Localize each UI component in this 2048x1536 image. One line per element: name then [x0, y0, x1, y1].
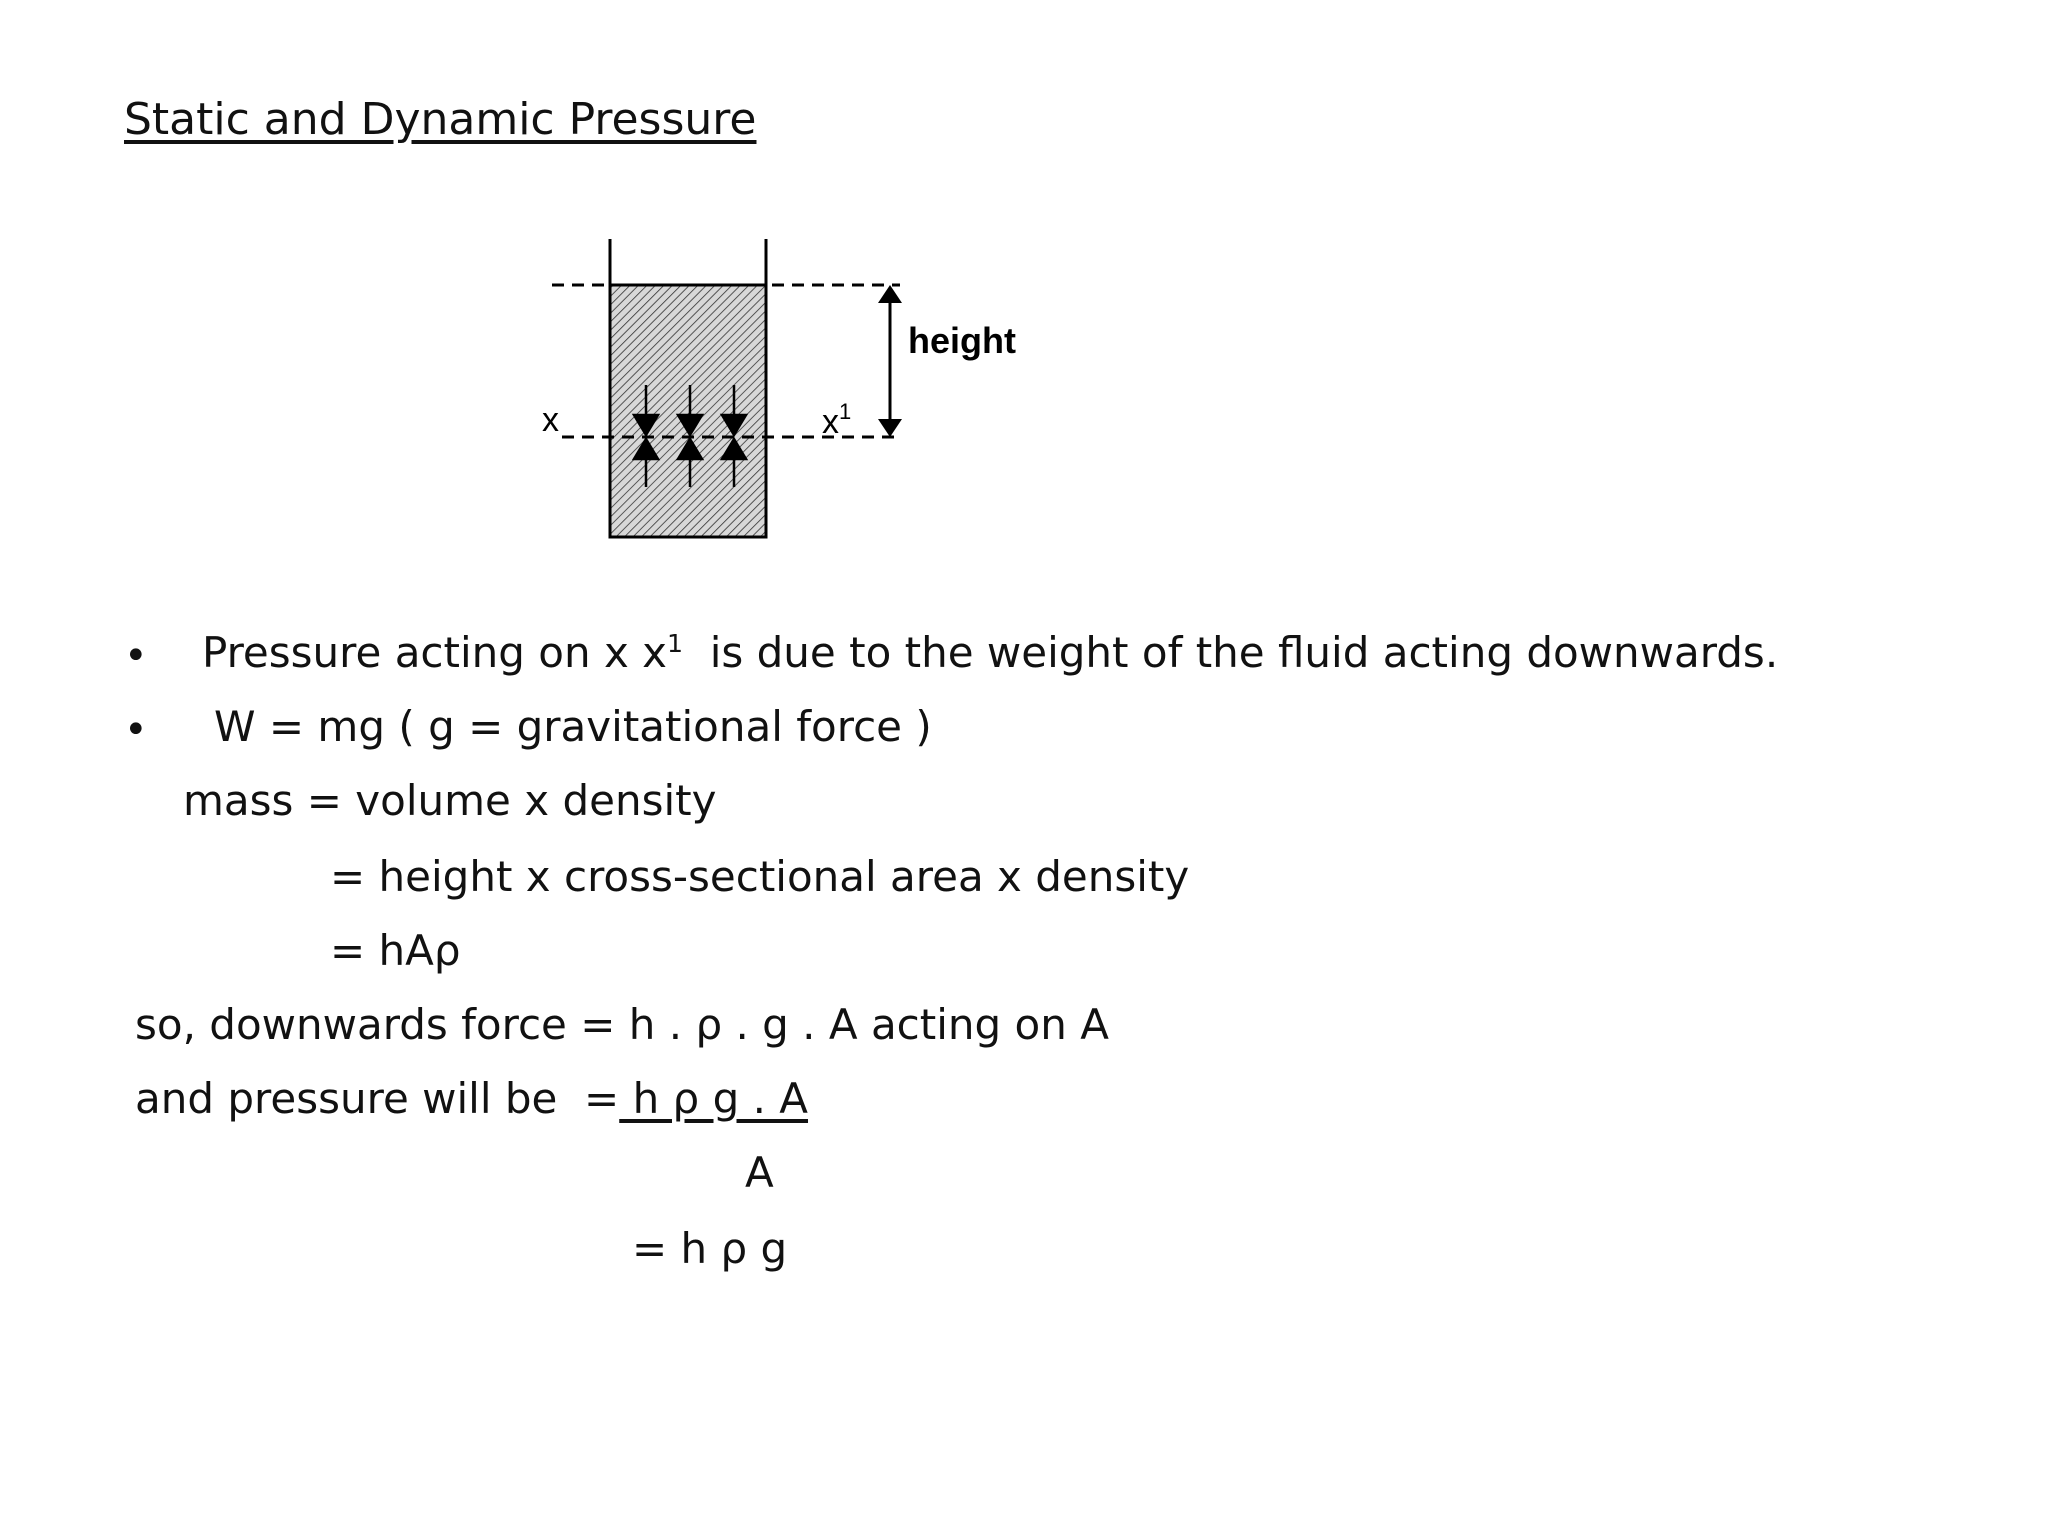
bullet-2: •	[124, 707, 148, 753]
text-line-2: W = mg ( g = gravitational force )	[214, 702, 932, 751]
x-label: x	[542, 401, 559, 439]
page-title: Static and Dynamic Pressure	[124, 94, 757, 145]
height-label: height	[908, 320, 1016, 361]
text-line-4: = height x cross-sectional area x density	[330, 852, 1190, 901]
fluid-column-diagram	[520, 225, 1040, 565]
text-line-1: Pressure acting on x $x^1$ is due to the weight of the fluid acting downwards.	[202, 628, 1779, 677]
text-line-8: A	[745, 1148, 774, 1197]
text-line-5: = hAρ	[330, 926, 461, 975]
bullet-1: •	[124, 633, 148, 679]
text-line-7: and pressure will be = h ρ g . A	[135, 1074, 809, 1123]
text-line-9: = h ρ g	[632, 1224, 788, 1273]
x1-label: $x^1$	[822, 399, 852, 441]
text-line-3: mass = volume x density	[183, 776, 717, 825]
text-line-6: so, downwards force = h . ρ . g . A acting on A	[135, 1000, 1109, 1049]
fluid-body	[610, 285, 766, 537]
